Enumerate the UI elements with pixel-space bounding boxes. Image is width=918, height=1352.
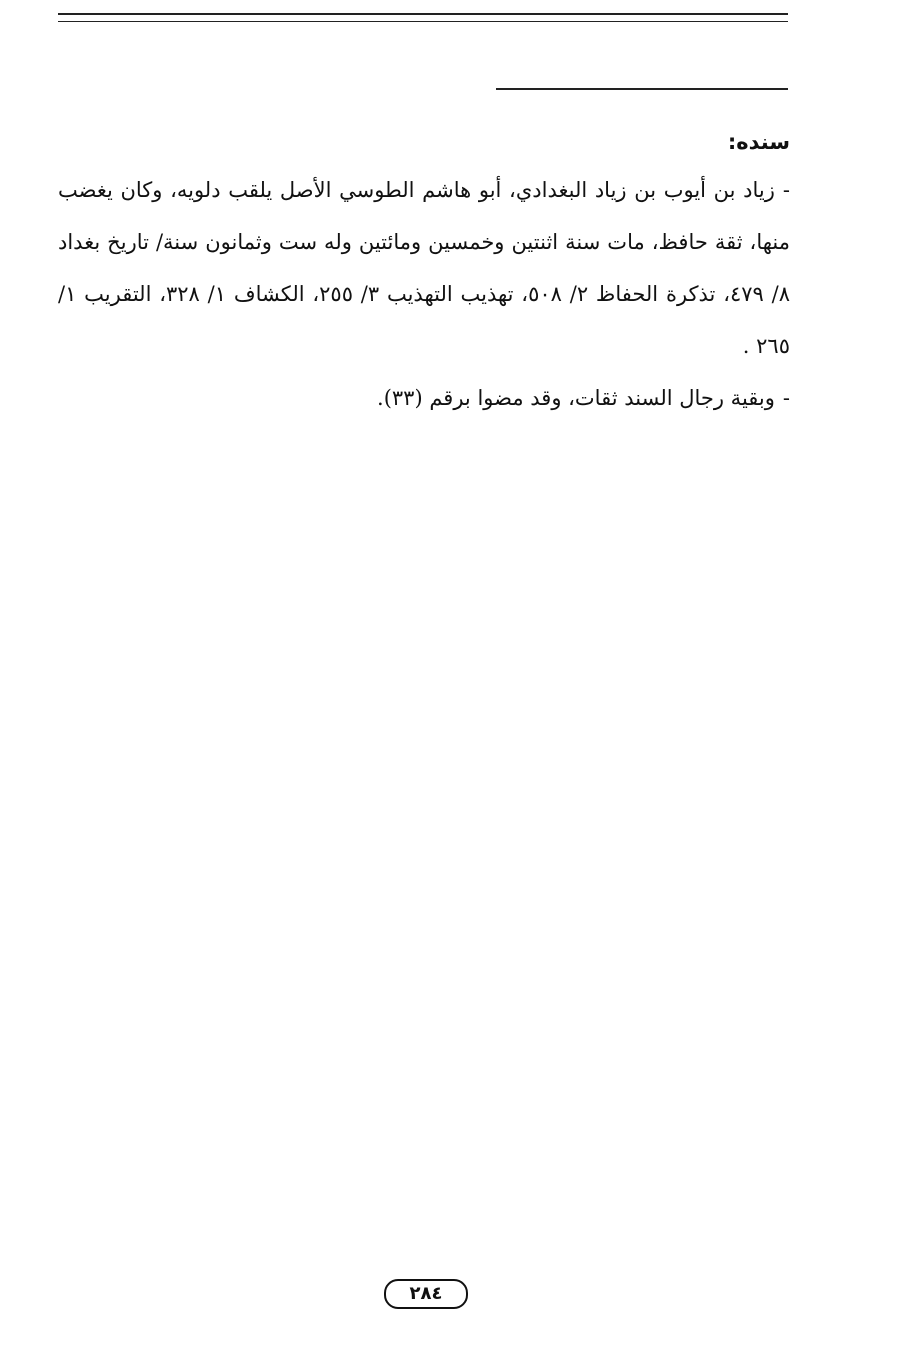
page-body (58, 122, 790, 424)
entry-dash: - (782, 178, 790, 202)
top-rule-lower (58, 21, 788, 22)
narrator-entry (58, 372, 790, 424)
section-heading: سنده: (727, 130, 790, 154)
page-number: ٢٨٤ (409, 1283, 443, 1304)
header-short-rule (496, 88, 788, 90)
entry-text: زياد بن أيوب بن زياد البغدادي، أبو هاشم الطوسي الأصل يلقب دلويه، وكان يغضب منها، ثقة حافظ، مات سنة اثنتين وخمسين ومائتين وله ست وثمانون سنة/ تاريخ بغداد ٨/ ٤٧٩، تذكرة الحفاظ ٢/ ٥٠٨، تهذيب التهذيب ٣/ ٢٥٥، الكشاف ١/ ٣٢٨، التقريب ١/ ٢٦٥ . (58, 178, 790, 358)
page-number-frame (384, 1279, 468, 1309)
narrator-entry (58, 164, 790, 372)
top-rule-upper (58, 13, 788, 15)
entry-text: وبقية رجال السند ثقات، وقد مضوا برقم (٣٣). (377, 386, 775, 410)
entry-dash: - (782, 386, 790, 410)
